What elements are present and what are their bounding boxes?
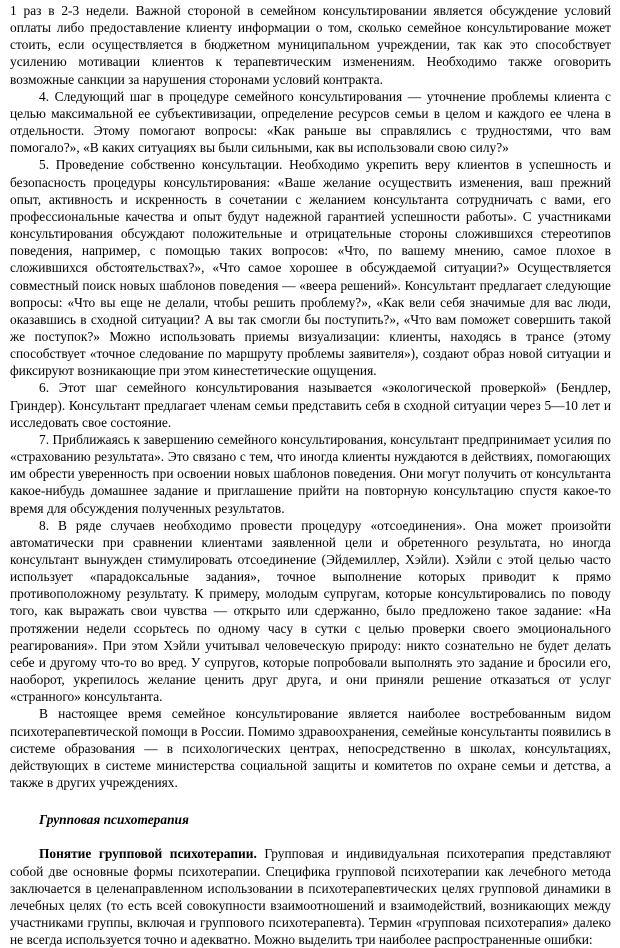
paragraph-step-6: 6. Этот шаг семейного консультирования называется «экологической проверкой» (Бендлер, Гриндер). Консультант предлагает членам семьи представить себя в сходной ситуации через 5—10 лет и исследовать свое состояние. [10, 380, 611, 430]
paragraph-step-5: 5. Проведение собственно консультации. Необходимо укрепить веру клиентов в успешность и безопасность процедуры консультирования: «Ваше желание осуществить изменения, ваш прежний опыт, активность и искренность в сочетании с желанием консультанта сотрудничать с вами, его профессиональные качества и опыт будут надежной гарантией успешности работы». С участниками консультирования обсуждают положительные и отрицательные стороны сложившихся стереотипов поведения, например, с помощью таких вопросов: «Что, по вашему мнению, самое плохое в сложившихся обстоятельствах?», «Что самое хорошее в обсуждаемой ситуации?» Осуществляется совместный поиск новых шаблонов поведения — «веера решений». Консультант предлагает следующие вопросы: «Что вы еще не делали, чтобы решить проблему?», «Как вели себя значимые для вас люди, оказавшись в сходной ситуации? А вы так смогли бы поступить?», «Что вам поможет совершить такой же поступок?» Можно использовать приемы визуализации: клиенты, находясь в трансе (этому способствует «точное следование по маршруту проблемы заявителя»), создают образ новой ситуации и фиксируют возникающие при этом кинестетические ощущения. [10, 157, 611, 379]
paragraph-continued: 1 раз в 2-3 недели. Важной стороной в семейном консультировании является обсуждение условий оплаты либо предоставление клиенту информации о том, сколько семейное консультирование может стоить, если осуществляется в бюджетном муниципальном учреждении, так как это способствует усилению мотивации клиентов к терапевтическим изменениям. Необходимо также оговорить возможные санкции за нарушения сторонами условий контракта. [10, 3, 611, 87]
section-heading: Групповая психотерапия [39, 812, 189, 828]
paragraph-group-therapy-concept [10, 845, 611, 948]
paragraph-current-state: В настоящее время семейное консультирование является наиболее востребованным видом психотерапевтической помощи в России. Помимо здравоохранения, семейные консультанты появились в системе образования — в психологических центрах, непосредственно в школах, консультациях, действующих в системе министерства социальной защиты и комитетов по охране семьи и детства, а также в других учреждениях. [10, 706, 611, 791]
paragraph-step-7: 7. Приближаясь к завершению семейного консультирования, консультант предпринимает усилия по «страхованию результата». Это связано с тем, что иногда клиенты нуждаются в действиях, помогающих им обрести уверенность при освоении новых шаблонов поведения. Они могут получить от консультанта какое-нибудь домашнее задание и приглашение прийти на повторную консультацию спустя какое-то время для обсуждения полученных результатов. [10, 431, 611, 516]
paragraph-step-8: 8. В ряде случаев необходимо провести процедуру «отсоединения». Она может произойти автоматически при сравнении клиентами заявленной цели и обретенного результата, но иногда консультант вынужден стимулировать отсоединение (Эйдемиллер, Хэйли). Хэйли с этой целью часто использует «парадоксальные задания», точное выполнение которых приводит к прямо противоположному результату. К примеру, молодым супругам, которые консультировались по поводу того, как выражать свои чувства — открыто или сдержанно, было предложено такое задание: «На протяжении недели ссорьтесь по одному часу в сутки с целью проверки своего эмоционального реагирования». При этом Хэйли учитывал человеческую природу: никто сознательно не будет делать себе и другому что-то во вред. У супругов, которые попробовали выполнять это задание и бросили его, наоборот, укрепилось желание ценить друг друга, и они приняли решение отказаться от услуг «странного» консультанта. [10, 517, 611, 705]
paragraph-lead-text: Групповая и индивидуальная психотерапия представляют собой две основные формы психотерапии. Специфика групповой психотерапии как лечебного метода заключается в целенаправленном использовании в психотерапевтических целях групповой динамики в лечебных целях (то есть всей совокупности взаимоотношений и взаимодействий, возникающих между участниками группы, включая и группового психотерапевта). Термин «групповая психотерапия» далеко не всегда используется точно и адекватно. Можно выделить три наиболее распространенные ошибки: [10, 846, 611, 948]
paragraph-step-4: 4. Следующий шаг в процедуре семейного консультирования — уточнение проблемы клиента с целью максимальной ее субъективизации, определение ресурсов семьи в целом и каждого ее члена в отдельности. Этому помогают вопросы: «Как раньше вы справлялись с трудностями, что вам помогало?», «В каких ситуациях вы были сильными, как вы использовали свою силу?» [10, 88, 611, 156]
paragraph-lead-bold: Понятие групповой психотерапии. [39, 846, 257, 862]
